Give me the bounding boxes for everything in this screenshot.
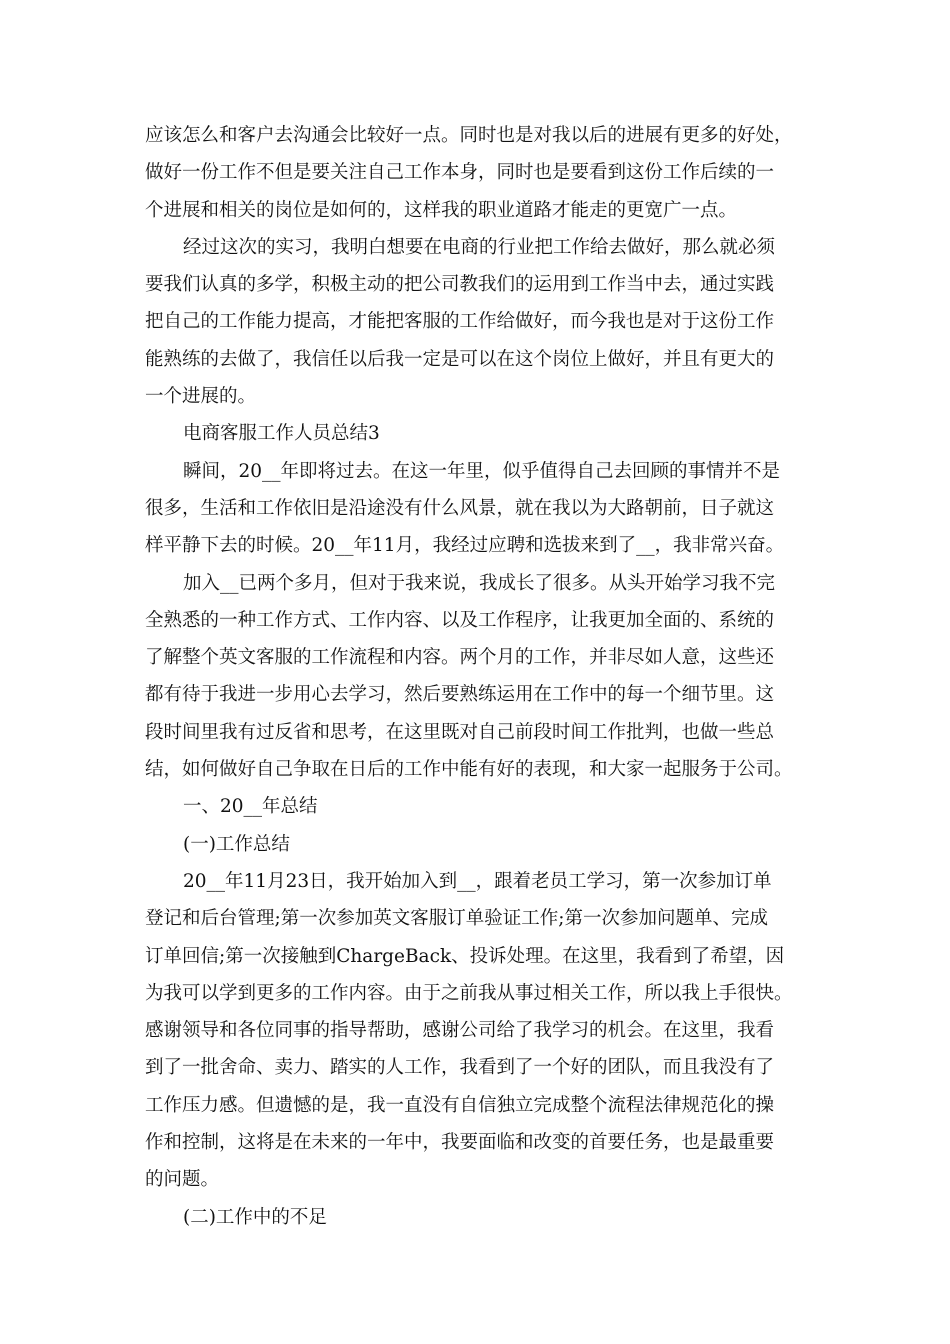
paragraph-line: 作和控制，这将是在未来的一年中，我要面临和改变的首要任务，也是最重要	[145, 1132, 775, 1154]
paragraph-line: 应该怎么和客户去沟通会比较好一点。同时也是对我以后的进展有更多的好处，	[145, 125, 793, 146]
paragraph-line: 为我可以学到更多的工作内容。由于之前我从事过相关工作，所以我上手很快。	[145, 982, 793, 1004]
paragraph-line: 结，如何做好自己争取在日后的工作中能有好的表现，和大家一起服务于公司。	[145, 759, 793, 781]
document-body	[145, 117, 810, 1236]
paragraph-line: 感谢领导和各位同事的指导帮助，感谢公司给了我学习的机会。在这里，我看	[145, 1020, 775, 1042]
paragraph-line: 一个进展的。	[145, 386, 257, 408]
paragraph-line: 很多，生活和工作依旧是沿途没有什么风景，就在我以为大路朝前，日子就这	[145, 497, 775, 519]
paragraph-line: 到了一批舍命、卖力、踏实的人工作，我看到了一个好的团队，而且我没有了	[145, 1057, 775, 1079]
paragraph-line: 加入__已两个多月，但对于我来说，我成长了很多。从头开始学习我不完	[183, 572, 776, 594]
paragraph-line: 都有待于我进一步用心去学习，然后要熟练运用在工作中的每一个细节里。这	[145, 684, 775, 706]
paragraph-line: 能熟练的去做了，我信任以后我一定是可以在这个岗位上做好，并且有更大的	[145, 348, 775, 370]
paragraph-line: 全熟悉的一种工作方式、工作内容、以及工作程序，让我更加全面的、系统的	[145, 609, 775, 631]
paragraph-line: 做好一份工作不但是要关注自己工作本身，同时也是要看到这份工作后续的一	[145, 162, 775, 184]
paragraph-line: 工作压力感。但遗憾的是，我一直没有自信独立完成整个流程法律规范化的操	[145, 1094, 775, 1116]
subsection-heading: (二)工作中的不足	[183, 1206, 327, 1228]
paragraph-line: 了解整个英文客服的工作流程和内容。两个月的工作，并非尽如人意，这些还	[145, 647, 775, 669]
paragraph-line: 把自己的工作能力提高，才能把客服的工作给做好，而今我也是对于这份工作	[145, 311, 775, 333]
paragraph-line: 订单回信;第一次接触到ChargeBack、投诉处理。在这里，我看到了希望，因	[145, 945, 785, 967]
paragraph-line: 个进展和相关的岗位是如何的，这样我的职业道路才能走的更宽广一点。	[145, 199, 738, 221]
paragraph-line: 瞬间，20__年即将过去。在这一年里，似乎值得自己去回顾的事情并不是	[183, 460, 781, 482]
paragraph-line: 20__年11月23日，我开始加入到__，跟着老员工学习，第一次参加订单	[183, 870, 772, 892]
paragraph-line: 登记和后台管理;第一次参加英文客服订单验证工作;第一次参加问题单、完成	[145, 908, 768, 930]
section-heading: 一、20__年总结	[183, 796, 318, 818]
subsection-heading: (一)工作总结	[183, 833, 290, 855]
paragraph-line: 的问题。	[145, 1169, 220, 1191]
paragraph-line: 经过这次的实习，我明白想要在电商的行业把工作给去做好，那么就必须	[183, 236, 776, 258]
paragraph-line: 样平静下去的时候。20__年11月，我经过应聘和选拔来到了__，我非常兴奋。	[145, 535, 785, 557]
paragraph-line: 要我们认真的多学，积极主动的把公司教我们的运用到工作当中去，通过实践	[145, 274, 775, 296]
section-heading: 电商客服工作人员总结3	[183, 423, 380, 445]
paragraph-line: 段时间里我有过反省和思考，在这里既对自己前段时间工作批判，也做一些总	[145, 721, 775, 743]
